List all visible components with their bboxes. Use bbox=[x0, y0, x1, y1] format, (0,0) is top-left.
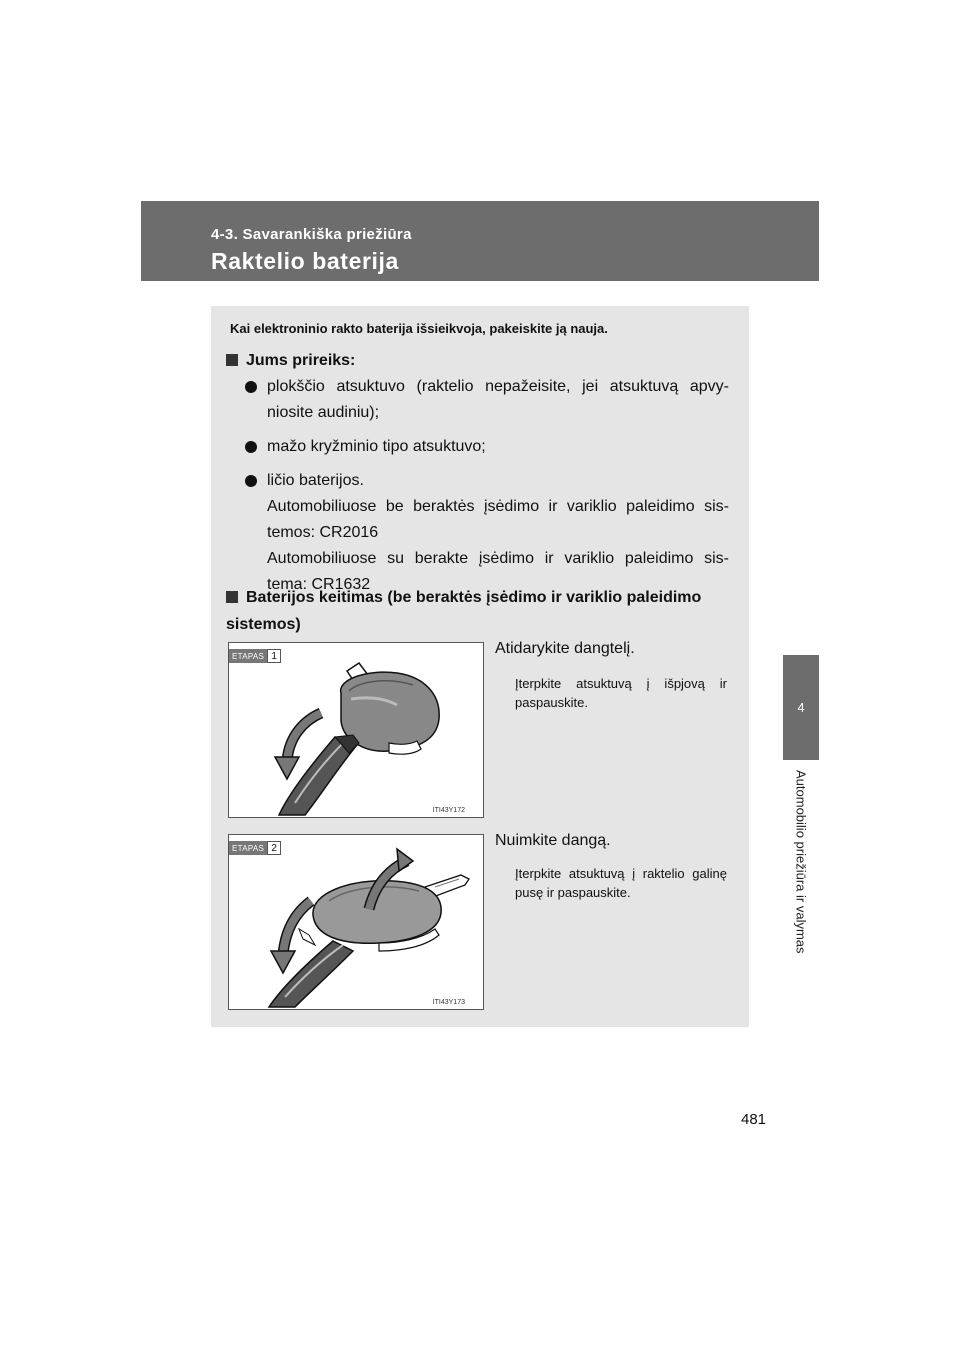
chapter-tab-label: Automobilio priežiūra ir valymas bbox=[793, 770, 809, 954]
battery-line: Automobiliuose be beraktės įsėdimo ir variklio paleidimo sis- temos: CR2016 bbox=[267, 498, 729, 541]
list-item-text: mažo kryžminio tipo atsuktuvo; bbox=[267, 438, 486, 455]
content-panel bbox=[211, 306, 749, 1027]
step-badge-number: 2 bbox=[267, 841, 281, 855]
section-label: 4-3. Savarankiška priežiūra bbox=[211, 226, 412, 243]
step-badge-label: ETAPAS bbox=[229, 649, 267, 663]
chapter-header bbox=[141, 201, 819, 281]
page-number: 481 bbox=[741, 1111, 767, 1128]
step-2-description: Įterpkite atsuktuvą į raktelio galinę pusę ir paspauskite. bbox=[515, 866, 727, 900]
list-item bbox=[245, 434, 729, 460]
page-title: Raktelio baterija bbox=[211, 248, 399, 274]
step-2-title: Nuimkite dangą. bbox=[495, 832, 611, 849]
figure-code: ITI43Y172 bbox=[432, 807, 465, 814]
step-badge bbox=[229, 841, 281, 855]
step-1-title: Atidarykite dangtelį. bbox=[495, 640, 635, 657]
bullet-icon bbox=[245, 475, 257, 487]
bullet-icon bbox=[245, 441, 257, 453]
step-badge-number: 1 bbox=[267, 649, 281, 663]
list-item-text: ličio baterijos. bbox=[267, 472, 364, 489]
square-bullet-icon bbox=[226, 354, 238, 366]
list-item bbox=[245, 468, 729, 598]
needs-heading bbox=[226, 347, 355, 374]
step-1-figure bbox=[228, 642, 484, 818]
key-remove-cover-illustration bbox=[229, 835, 483, 1009]
key-open-cover-illustration bbox=[229, 643, 483, 817]
battery-line: Automobiliuose su berakte įsėdimo ir variklio paleidimo sis- tema: CR1632 bbox=[267, 550, 729, 593]
step-2-figure bbox=[228, 834, 484, 1010]
replacement-heading-text: Baterijos keitimas (be beraktės įsėdimo ir variklio paleidimo sistemos) bbox=[226, 589, 702, 633]
step-badge bbox=[229, 649, 281, 663]
square-bullet-icon bbox=[226, 591, 238, 603]
list-item bbox=[245, 374, 729, 426]
step-badge-label: ETAPAS bbox=[229, 841, 267, 855]
chapter-tab-number: 4 bbox=[797, 700, 805, 715]
bullet-icon bbox=[245, 381, 257, 393]
replacement-heading bbox=[226, 584, 726, 638]
intro-text: Kai elektroninio rakto baterija išsieikvoja, pakeiskite ją nauja. bbox=[230, 321, 608, 336]
chapter-tab-label-container bbox=[783, 770, 819, 975]
step-1-description: Įterpkite atsuktuvą į išpjovą ir paspauskite. bbox=[515, 676, 727, 710]
figure-code: ITI43Y173 bbox=[432, 999, 465, 1006]
chapter-tab[interactable] bbox=[783, 655, 819, 760]
list-item-text: plokščio atsuktuvo (raktelio nepažeisite, jei atsuktuvą apvy- niosite audiniu); bbox=[267, 378, 729, 421]
needs-heading-text: Jums prireiks: bbox=[246, 352, 356, 369]
